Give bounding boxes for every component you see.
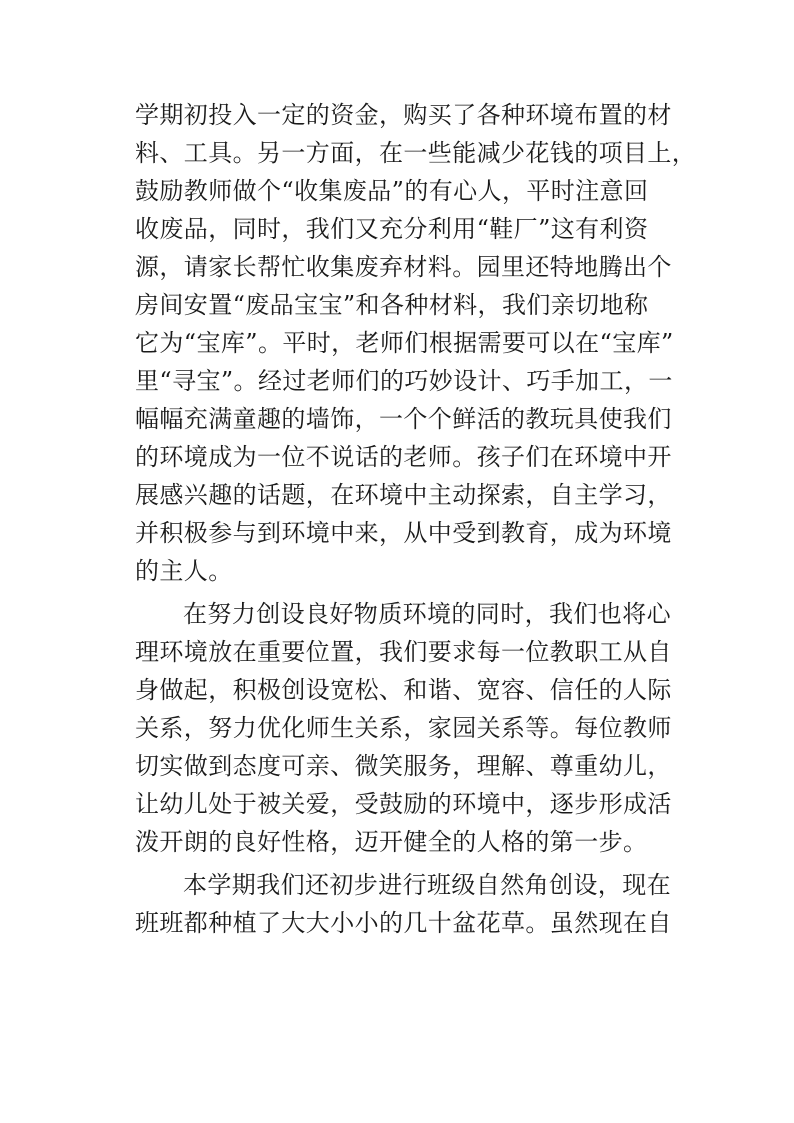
text-line: 里“寻宝”。经过老师们的巧妙设计、巧手加工，一 <box>135 367 673 395</box>
text-line: 展感兴趣的话题，在环境中主动探索，自主学习， <box>135 481 672 509</box>
text-line: 班班都种植了大大小小的几十盆花草。虽然现在自 <box>135 909 672 937</box>
text-line: 泼开朗的良好性格，迈开健全的人格的第一步。 <box>135 828 648 856</box>
text-line: 房间安置“废品宝宝”和各种材料，我们亲切地称 <box>135 291 649 319</box>
text-line: 学期初投入一定的资金，购买了各种环境布置的材 <box>135 101 672 129</box>
text-line: 切实做到态度可亲、微笑服务，理解、尊重幼儿， <box>135 752 672 780</box>
text-line: 的环境成为一位不说话的老师。孩子们在环境中开 <box>135 443 672 471</box>
text-line: 关系，努力优化师生关系，家园关系等。每位教师 <box>135 714 672 742</box>
text-line: 幅幅充满童趣的墙饰，一个个鲜活的教玩具使我们 <box>135 405 672 433</box>
paragraph-2 <box>135 595 672 861</box>
text-line: 并积极参与到环境中来，从中受到教育，成为环境 <box>135 519 672 547</box>
text-line: 身做起，积极创设宽松、和谐、宽容、信任的人际 <box>135 676 672 704</box>
text-line: 鼓励教师做个“收集废品”的有心人，平时注意回 <box>135 177 649 205</box>
text-line: 料、工具。另一方面，在一些能减少花钱的项目上， <box>135 139 697 167</box>
text-line: 收废品，同时，我们又充分利用“鞋厂”这有利资 <box>135 215 649 243</box>
text-line: 的主人。 <box>135 557 233 585</box>
text-line: 源，请家长帮忙收集废弃材料。园里还特地腾出个 <box>135 253 672 281</box>
text-line: 本学期我们还初步进行班级自然角创设，现在 <box>183 871 671 899</box>
body-text <box>135 96 697 942</box>
paragraph-3 <box>135 866 672 942</box>
text-line: 它为“宝库”。平时，老师们根据需要可以在“宝库” <box>135 329 674 357</box>
text-line: 理环境放在重要位置，我们要求每一位教职工从自 <box>135 638 672 666</box>
paragraph-1 <box>135 96 697 590</box>
text-line: 在努力创设良好物质环境的同时，我们也将心 <box>183 600 671 628</box>
text-line: 让幼儿处于被关爱，受鼓励的环境中，逐步形成活 <box>135 790 672 818</box>
